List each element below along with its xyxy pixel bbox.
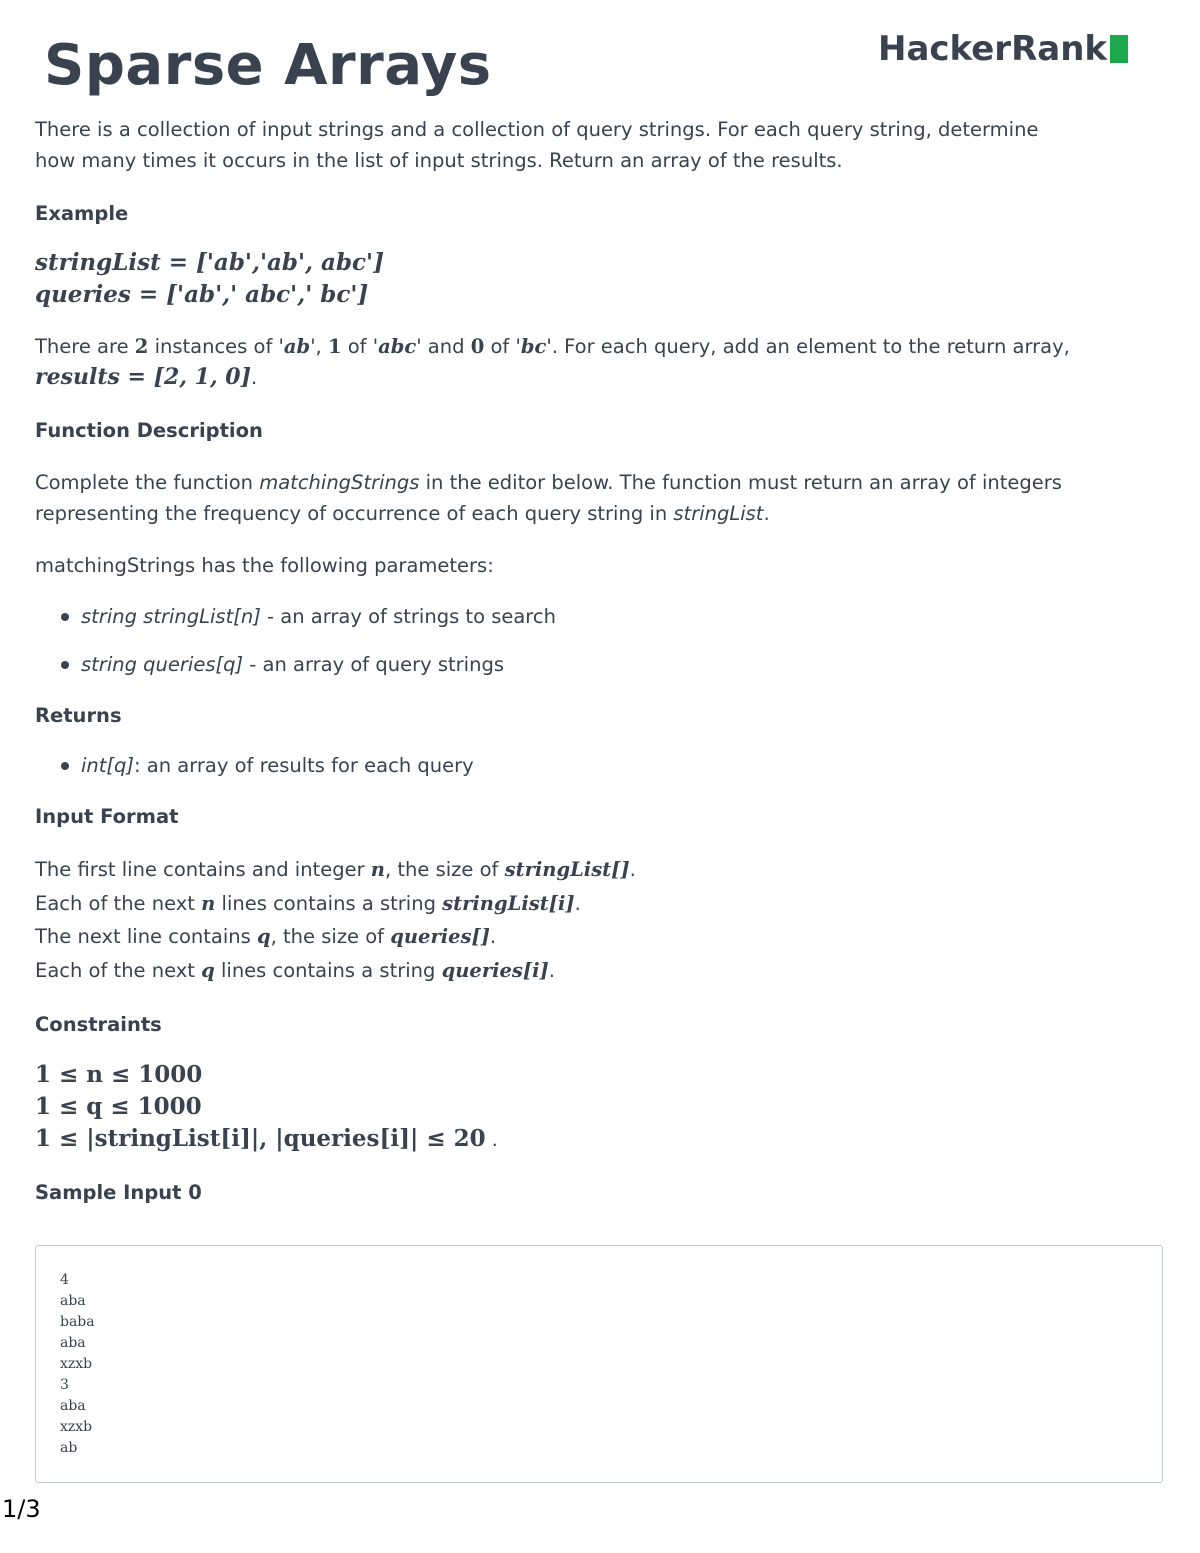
returns-list: [35, 750, 1165, 781]
intro-paragraph: [35, 114, 1165, 176]
constraint-length: 1 ≤ |stringList[i]|, |queries[i]| ≤ 20 .: [35, 1125, 498, 1152]
code-line: 3: [60, 1377, 69, 1393]
sample-input-code-block: [35, 1245, 1163, 1483]
function-description-paragraph: Complete the function matchingStrings in the editor below. The function must return an array of integers representing the frequency of occurrence of each query string in stringList.: [35, 471, 1062, 525]
count-bc: 0: [470, 335, 485, 358]
value-abc: abc: [378, 335, 417, 358]
results-equation: results = [2, 1, 0]: [35, 364, 252, 390]
sample-input-heading: Sample Input 0: [35, 1181, 202, 1204]
parameters-list: [35, 601, 1165, 680]
string-list-equation: stringList = ['ab','ab', abc']: [35, 249, 384, 276]
list-item: string stringList[n] - an array of strings to search: [81, 601, 1165, 632]
code-line: ab: [60, 1440, 78, 1456]
logo-accent-block: [1110, 35, 1128, 63]
code-line: 4: [60, 1272, 69, 1288]
example-explanation: There are 2 instances of 'ab', 1 of 'abc' and 0 of 'bc'. For each query, add an element to the return array, results = [2, 1, 0].: [35, 335, 1070, 390]
count-ab: 2: [134, 335, 149, 358]
function-description-heading: Function Description: [35, 419, 263, 442]
example-equations: [35, 247, 1165, 311]
code-line: baba: [60, 1314, 95, 1330]
value-ab: ab: [283, 335, 311, 358]
logo-text: HackerRank: [878, 29, 1108, 69]
intro-line-1: There is a collection of input strings and a collection of query strings. For each query string, determine: [35, 118, 1039, 141]
list-item: string queries[q] - an array of query strings: [81, 649, 1165, 680]
intro-line-2: how many times it occurs in the list of input strings. Return an array of the results.: [35, 149, 843, 172]
code-line: aba: [60, 1335, 86, 1351]
code-line: xzxb: [60, 1419, 93, 1435]
page-number: 1/3: [2, 1495, 41, 1523]
function-name: matchingStrings: [259, 471, 420, 494]
string-list-var: stringList: [673, 502, 764, 525]
page-title: Sparse Arrays: [44, 33, 492, 98]
constraints-block: [35, 1059, 1165, 1156]
list-item: int[q]: an array of results for each query: [81, 750, 1165, 781]
code-line: aba: [60, 1293, 86, 1309]
constraints-heading: Constraints: [35, 1013, 162, 1036]
queries-equation: queries = ['ab',' abc',' bc']: [35, 281, 369, 308]
returns-heading: Returns: [35, 704, 122, 727]
parameters-intro: matchingStrings has the following parameters:: [35, 554, 494, 577]
example-heading: Example: [35, 202, 129, 225]
code-line: aba: [60, 1398, 86, 1414]
code-line: xzxb: [60, 1356, 93, 1372]
value-bc: bc: [520, 335, 547, 358]
constraint-q: 1 ≤ q ≤ 1000: [35, 1093, 202, 1120]
input-format-paragraph: The first line contains and integer n, the size of stringList[]. Each of the next n lines contains a string stringList[i]. The next line contains q, the size of queries[]. Each of the next q lines contains a string queries[i].: [35, 858, 636, 982]
hackerrank-logo: [878, 28, 1128, 70]
constraint-n: 1 ≤ n ≤ 1000: [35, 1061, 203, 1088]
input-format-heading: Input Format: [35, 805, 179, 828]
problem-content: [35, 114, 1165, 1208]
count-abc: 1: [327, 335, 342, 358]
